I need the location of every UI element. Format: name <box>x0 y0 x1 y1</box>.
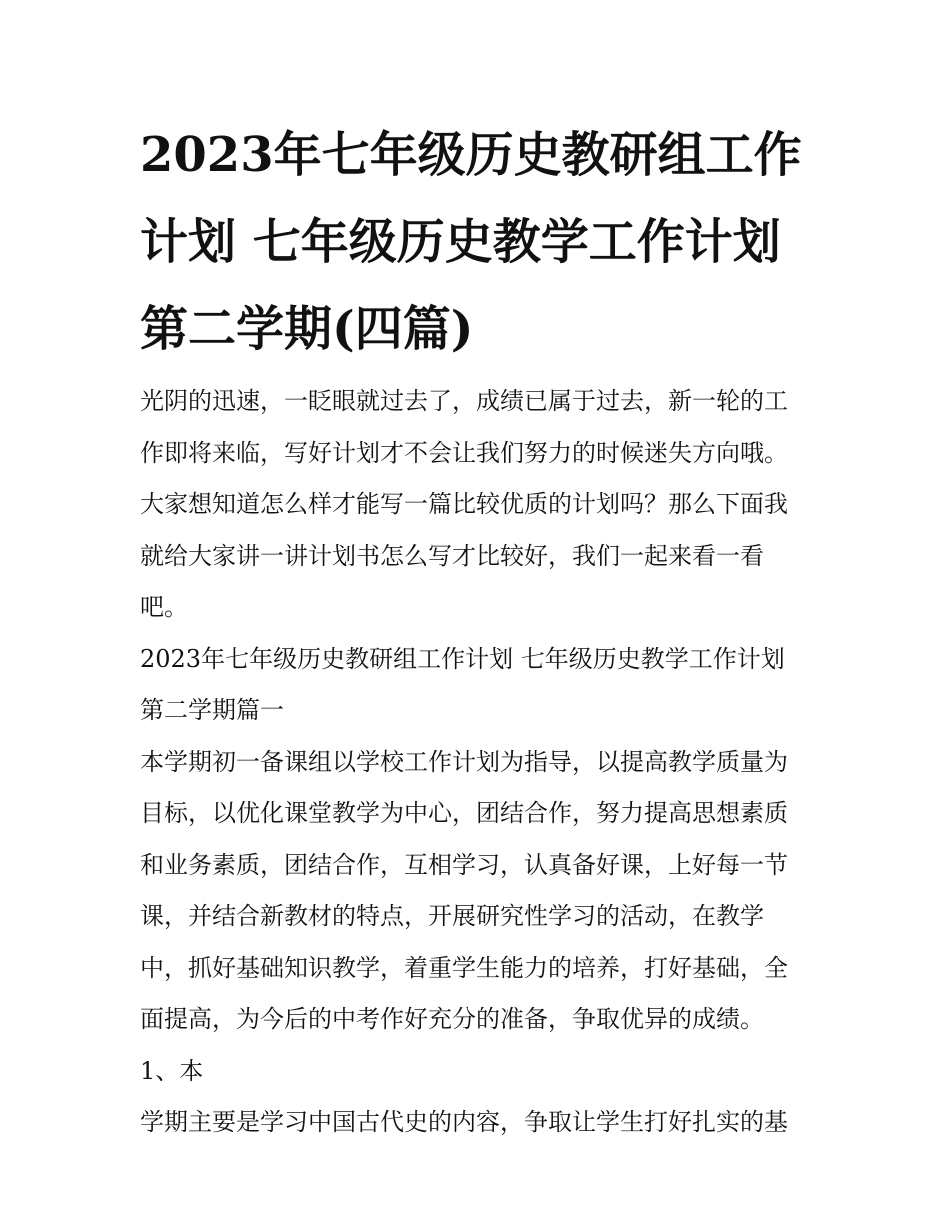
intro-paragraph <box>140 376 815 634</box>
text-line: 本学期初一备课组以学校工作计划为指导，以提高教学质量为 <box>140 747 788 776</box>
text-line: 面提高，为今后的中考作好充分的准备，争取优异的成绩。 <box>140 1005 764 1033</box>
body-paragraph <box>140 737 815 1046</box>
list-item-label <box>140 1046 815 1098</box>
document-page <box>140 112 815 1149</box>
document-title <box>140 112 815 373</box>
text-line: 作即将来临，写好计划才不会让我们努力的时候迷失方向哦。 <box>140 438 788 467</box>
title-line: 计划 七年级历史教学工作计划 <box>140 214 781 270</box>
text-line: 中，抓好基础知识教学，着重学生能力的培养，打好基础，全 <box>140 953 788 982</box>
text-line: 就给大家讲一讲计划书怎么写才比较好，我们一起来看一看 <box>140 541 764 570</box>
text-line: 1、本 <box>140 1056 204 1085</box>
list-item-text <box>140 1097 815 1149</box>
text-line: 课，并结合新教材的特点，开展研究性学习的活动，在教学 <box>140 902 764 930</box>
text-line: 学期主要是学习中国古代史的内容，争取让学生打好扎实的基 <box>140 1108 788 1136</box>
text-line: 光阴的迅速，一眨眼就过去了，成绩已属于过去，新一轮的工 <box>140 387 788 415</box>
text-line: 和业务素质，团结合作，互相学习，认真备好课，上好每一节 <box>140 850 788 879</box>
text-line: 吧。 <box>140 593 188 621</box>
section-heading <box>140 634 815 737</box>
title-line: 第二学期(四篇) <box>140 301 474 357</box>
title-line: 2023年七年级历史教研组工作 <box>140 127 802 183</box>
text-line: 目标，以优化课堂教学为中心，团结合作，努力提高思想素质 <box>140 799 788 827</box>
text-line: 第二学期篇一 <box>140 696 284 724</box>
text-line: 2023年七年级历史教研组工作计划 七年级历史教学工作计划 <box>140 644 785 673</box>
text-line: 大家想知道怎么样才能写一篇比较优质的计划吗？那么下面我 <box>140 490 788 518</box>
